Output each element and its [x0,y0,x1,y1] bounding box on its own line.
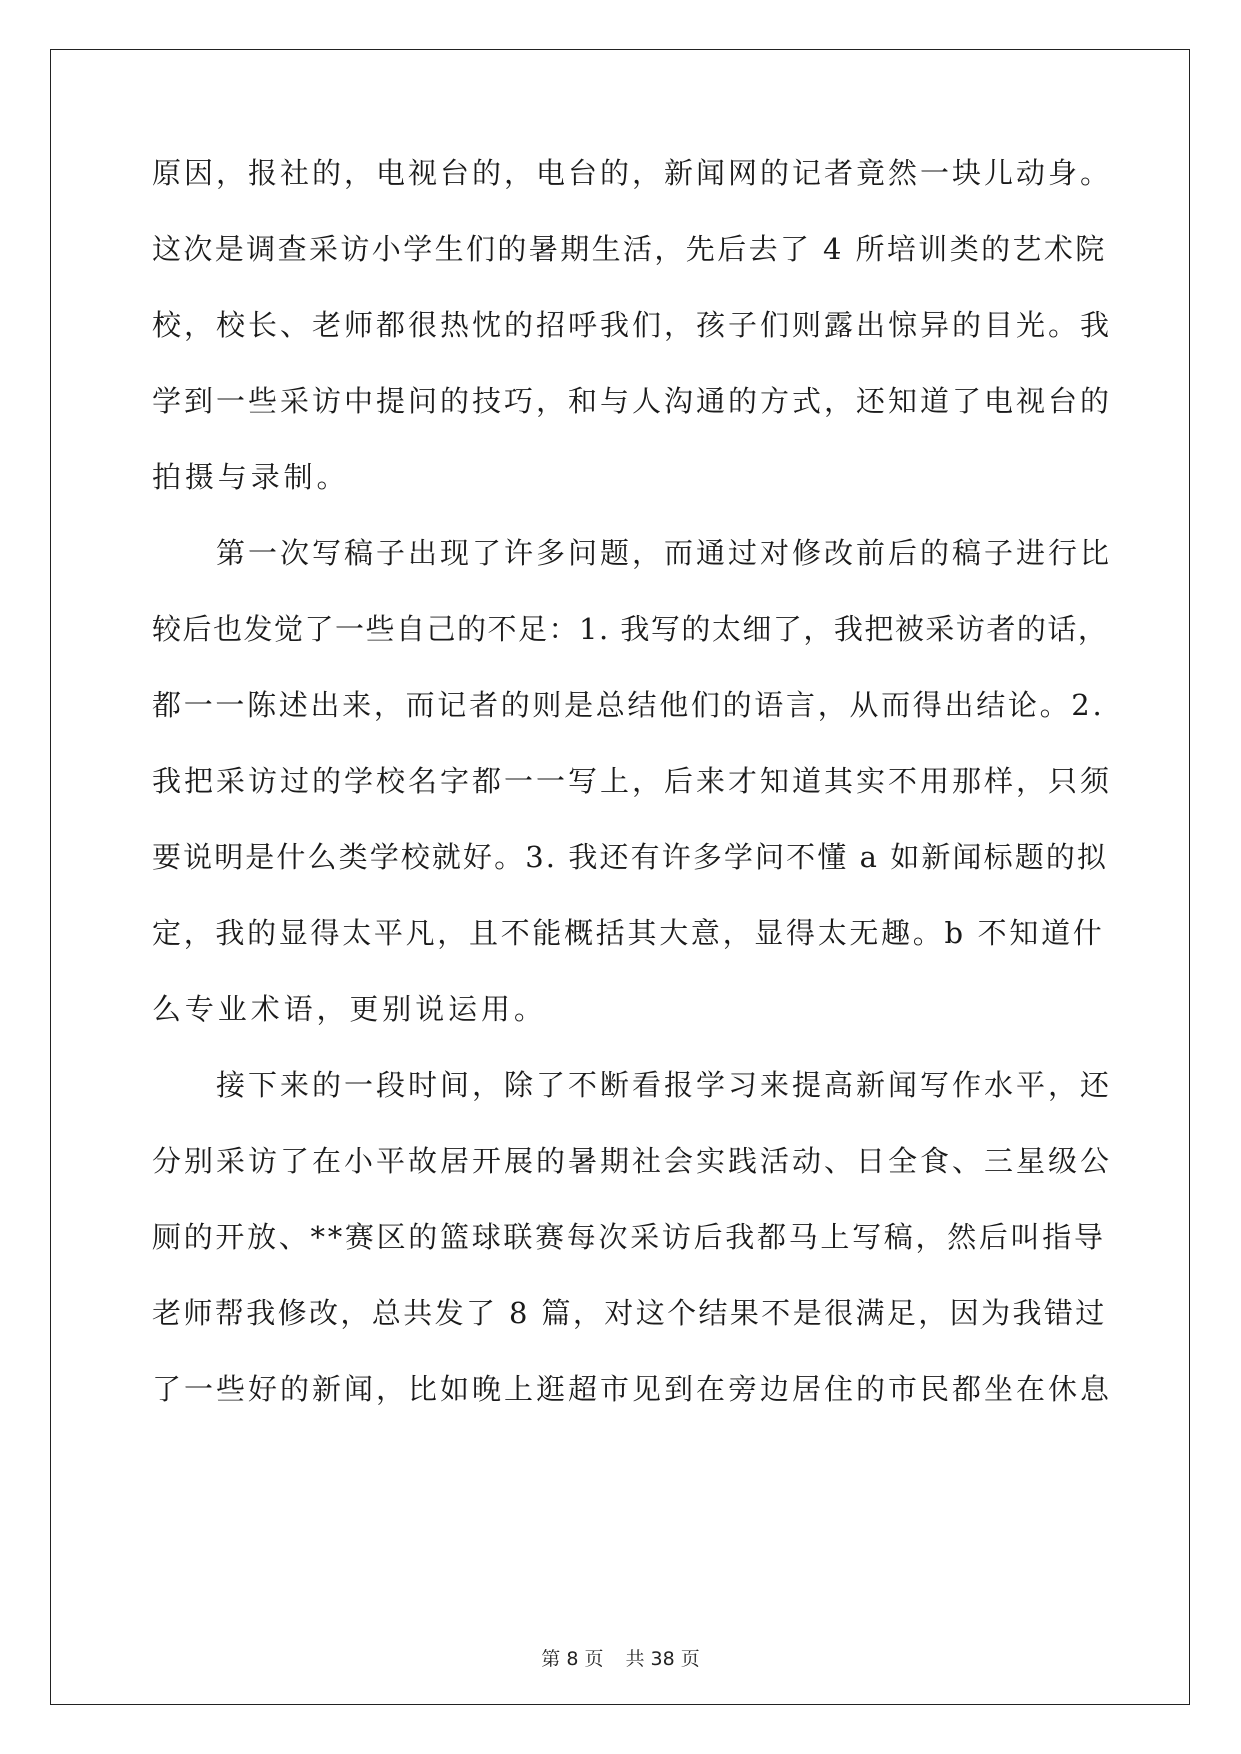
text-line: 老师帮我修改，总共发了 8 篇，对这个结果不是很满足，因为我错过 [152,1296,1107,1330]
text-line: 拍摄与录制。 [152,460,350,494]
page-total: 共 38 页 [625,1648,700,1670]
text-line: 较后也发觉了一些自己的不足：1. 我写的太细了，我把被采访者的话， [152,612,1109,646]
text-line: 原因，报社的，电视台的，电台的，新闻网的记者竟然一块儿动身。 [152,156,1113,190]
text-line: 厕的开放、**赛区的篮球联赛每次采访后我都马上写稿，然后叫指导 [152,1220,1106,1254]
text-line: 了一些好的新闻，比如晚上逛超市见到在旁边居住的市民都坐在休息 [152,1372,1113,1406]
text-line: 校，校长、老师都很热忱的招呼我们，孩子们则露出惊异的目光。我 [152,308,1113,342]
text-line: 要说明是什么类学校就好。3. 我还有许多学问不懂 a 如新闻标题的拟 [152,840,1109,874]
page-border [50,49,1190,1705]
paragraph-start-line: 第一次写稿子出现了许多问题，而通过对修改前后的稿子进行比 [152,536,1113,570]
page-number: 第 8 页 [541,1648,604,1670]
paragraph-start-line: 接下来的一段时间，除了不断看报学习来提高新闻写作水平，还 [152,1068,1113,1102]
page-footer [0,1644,1241,1671]
text-line: 学到一些采访中提问的技巧，和与人沟通的方式，还知道了电视台的 [152,384,1113,418]
text-line: 都一一陈述出来，而记者的则是总结他们的语言，从而得出结论。2. [152,688,1105,722]
text-line: 分别采访了在小平故居开展的暑期社会实践活动、日全食、三星级公 [152,1144,1113,1178]
text-line: 这次是调查采访小学生们的暑期生活，先后去了 4 所培训类的艺术院 [152,232,1107,266]
text-line: 么专业术语，更别说运用。 [152,992,547,1026]
text-line: 我把采访过的学校名字都一一写上，后来才知道其实不用那样，只须 [152,764,1113,798]
text-line: 定，我的显得太平凡，且不能概括其大意，显得太无趣。b 不知道什 [152,916,1105,950]
